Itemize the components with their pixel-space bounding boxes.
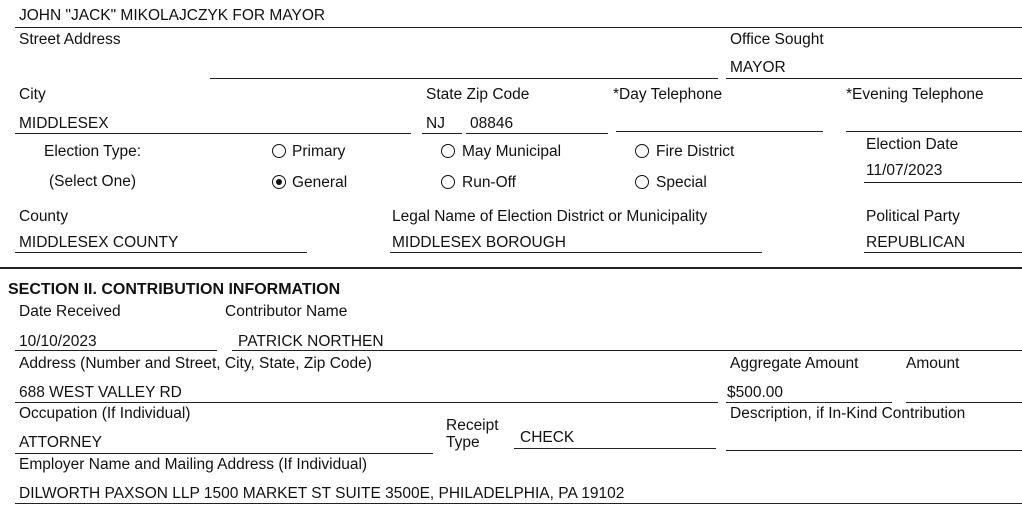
run-off-radio[interactable] (441, 175, 455, 189)
legal-name-label: Legal Name of Election District or Municipality (392, 208, 708, 225)
date-received-value[interactable]: 10/10/2023 (19, 333, 97, 350)
date-received-label: Date Received (19, 303, 121, 320)
amount-label: Amount (906, 355, 960, 372)
receipt-type-value[interactable]: CHECK (520, 429, 575, 446)
contributor-name-line (232, 350, 1022, 351)
employer-value[interactable]: DILWORTH PAXSON LLP 1500 MARKET ST SUITE 3500E, PHILADELPHIA, PA 19102 (19, 485, 625, 502)
receipt-type-line (514, 448, 716, 449)
zip-value[interactable]: 08846 (470, 115, 514, 132)
employer-label: Employer Name and Mailing Address (If Individual) (19, 456, 368, 473)
committee-name: JOHN "JACK" MIKOLAJCZYK FOR MAYOR (19, 7, 326, 24)
city-label: City (19, 86, 46, 103)
election-date-line (864, 182, 1022, 183)
special-label: Special (656, 174, 707, 191)
county-line (15, 252, 307, 253)
political-party-value[interactable]: REPUBLICAN (866, 234, 966, 251)
aggregate-amount-label: Aggregate Amount (730, 355, 859, 372)
may-municipal-radio[interactable] (441, 144, 455, 158)
aggregate-amount-value[interactable]: $500.00 (727, 384, 784, 401)
evening-telephone-line (846, 131, 1022, 132)
city-line (15, 133, 411, 134)
political-party-line (864, 252, 1022, 253)
election-date-value[interactable]: 11/07/2023 (866, 162, 943, 179)
address-line (15, 402, 718, 403)
type-label: Type (446, 434, 480, 451)
fire-district-radio[interactable] (635, 144, 649, 158)
address-value[interactable]: 688 WEST VALLEY RD (19, 384, 182, 401)
primary-label: Primary (292, 143, 346, 160)
run-off-label: Run-Off (462, 174, 516, 191)
occupation-line (15, 453, 433, 454)
state-line (422, 133, 462, 134)
aggregate-amount-line (726, 402, 892, 403)
fire-district-label: Fire District (656, 143, 735, 160)
street-address-label: Street Address (19, 31, 121, 48)
occupation-label: Occupation (If Individual) (19, 405, 191, 422)
election-date-label: Election Date (866, 136, 959, 153)
office-sought-value[interactable]: MAYOR (730, 59, 786, 76)
legal-name-line (390, 252, 762, 253)
occupation-value[interactable]: ATTORNEY (19, 434, 102, 451)
may-municipal-label: May Municipal (462, 143, 562, 160)
select-one-label: (Select One) (49, 173, 137, 190)
county-value[interactable]: MIDDLESEX COUNTY (19, 234, 179, 251)
address-label: Address (Number and Street, City, State, Zip Code) (19, 355, 372, 372)
day-telephone-label: *Day Telephone (613, 86, 723, 103)
primary-radio[interactable] (272, 144, 286, 158)
zip-line (466, 133, 608, 134)
state-zip-label: State Zip Code (426, 86, 530, 103)
contributor-name-label: Contributor Name (225, 303, 348, 320)
evening-telephone-label: *Evening Telephone (846, 86, 984, 103)
description-line (726, 450, 1022, 451)
contributor-name-value[interactable]: PATRICK NORTHEN (238, 333, 384, 350)
office-sought-line (726, 78, 1022, 79)
special-radio[interactable] (635, 175, 649, 189)
office-sought-label: Office Sought (730, 31, 824, 48)
political-party-label: Political Party (866, 208, 960, 225)
receipt-label: Receipt (446, 417, 499, 434)
section-divider (0, 267, 1022, 269)
general-radio[interactable] (272, 175, 286, 189)
divider (15, 27, 1022, 28)
county-label: County (19, 208, 69, 225)
street-address-line (210, 78, 718, 79)
date-received-line (15, 350, 217, 351)
state-value[interactable]: NJ (426, 115, 445, 132)
legal-name-value[interactable]: MIDDLESEX BOROUGH (392, 234, 566, 251)
description-label: Description, if In-Kind Contribution (730, 405, 966, 422)
section2-title: SECTION II. CONTRIBUTION INFORMATION (8, 281, 341, 298)
election-type-label: Election Type: (44, 143, 142, 160)
amount-line (906, 402, 1022, 403)
employer-line (15, 503, 1022, 504)
general-label: General (292, 174, 348, 191)
city-value[interactable]: MIDDLESEX (19, 115, 109, 132)
day-telephone-line (616, 131, 823, 132)
